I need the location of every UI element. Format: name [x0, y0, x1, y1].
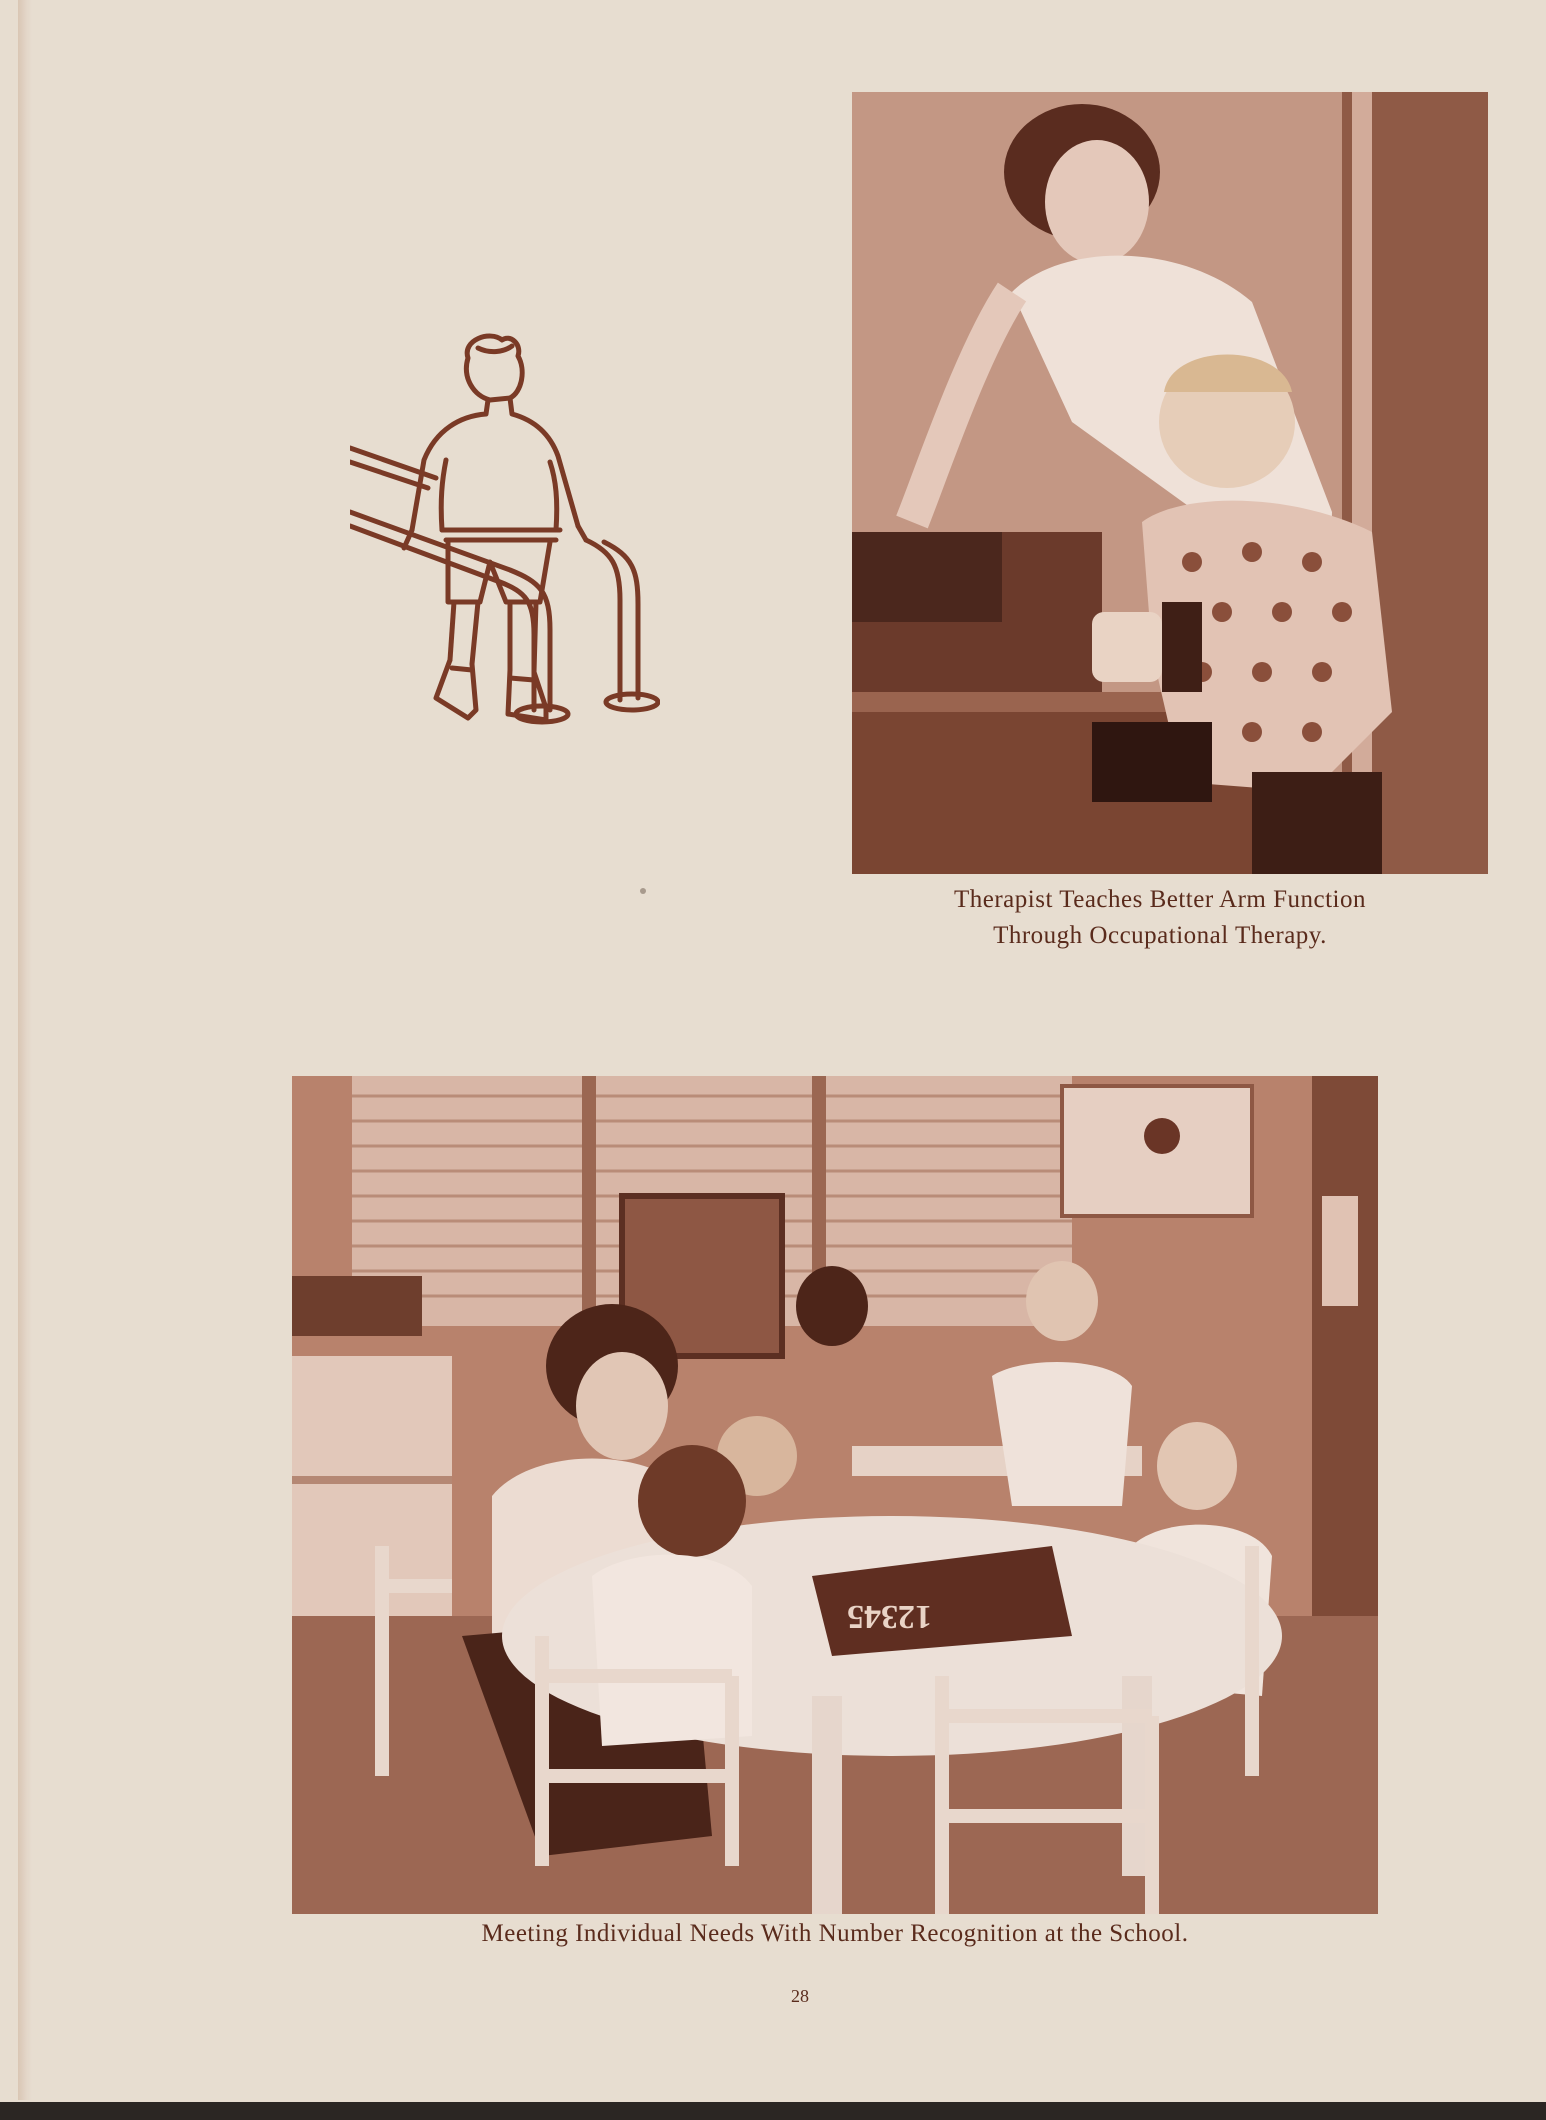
bottom-photo-caption: Meeting Individual Needs With Number Recognition at the School.	[481, 1920, 1189, 1947]
top-caption-line-2: Through Occupational Therapy.	[993, 922, 1327, 949]
therapy-photo	[852, 92, 1488, 874]
boy-walking-illustration	[350, 330, 660, 740]
svg-text:12345: 12345	[847, 1598, 932, 1635]
paper-mark	[640, 888, 646, 894]
top-photo-caption	[860, 882, 1460, 954]
scan-bottom-border	[0, 2102, 1546, 2120]
classroom-photo	[292, 1076, 1378, 1914]
page-edge	[18, 0, 32, 2100]
top-caption-line-1: Therapist Teaches Better Arm Function	[953, 886, 1367, 913]
page-number: 28	[791, 1986, 809, 2006]
